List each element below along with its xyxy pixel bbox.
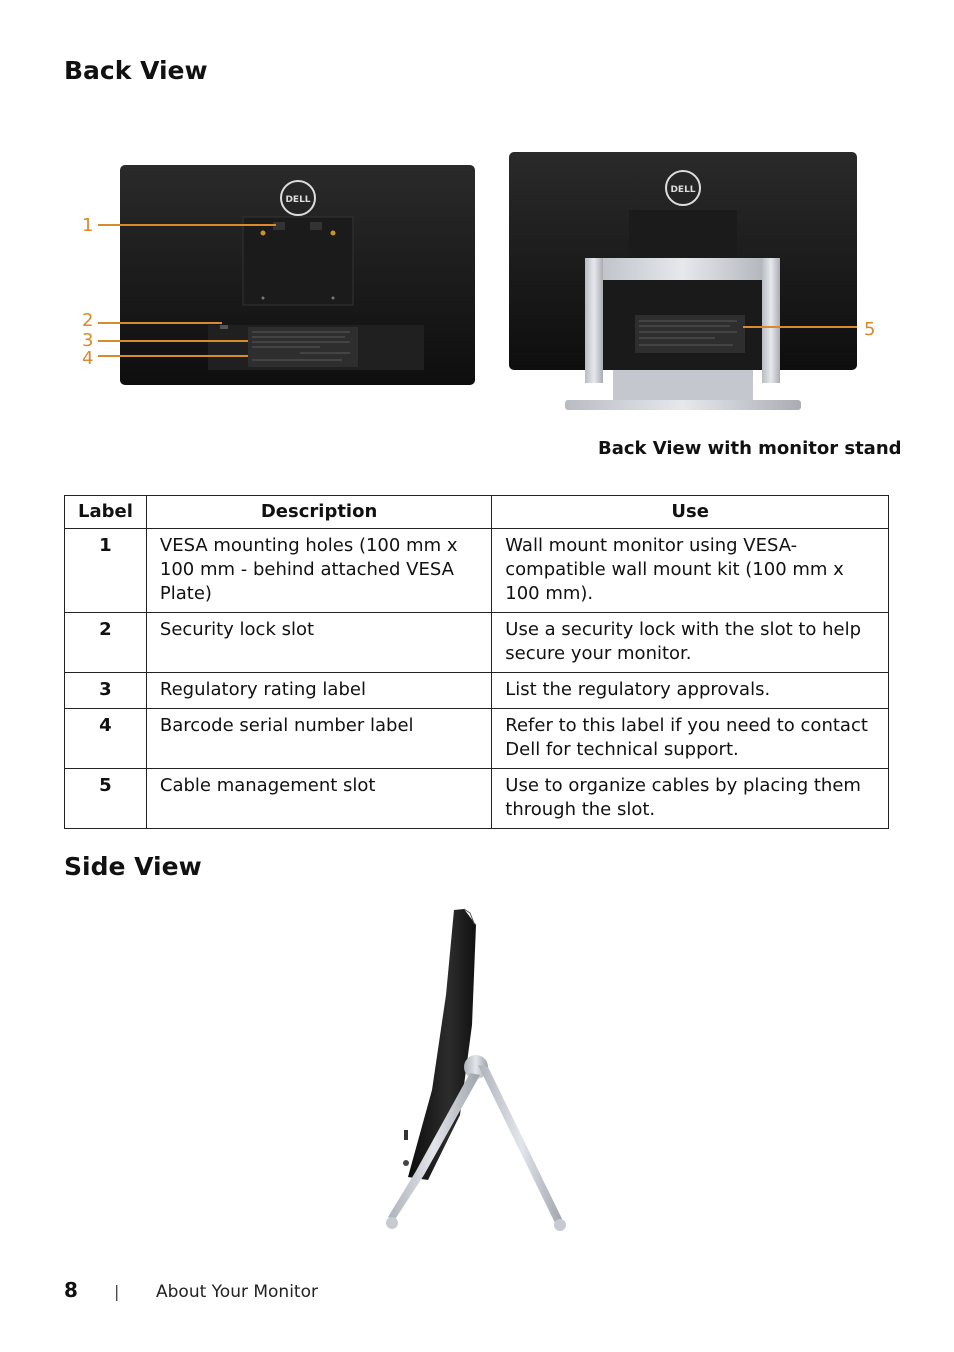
footer-separator: | xyxy=(114,1282,120,1301)
row-label: 3 xyxy=(65,673,147,709)
row-label: 1 xyxy=(65,529,147,613)
table-row xyxy=(65,709,889,769)
table-row xyxy=(65,613,889,673)
column-header-use: Use xyxy=(492,496,889,529)
side-view-image xyxy=(380,905,580,1235)
monitor-back-illustration xyxy=(80,160,480,390)
callout-3: 3 xyxy=(82,330,94,351)
row-label: 4 xyxy=(65,709,147,769)
svg-text:DELL: DELL xyxy=(670,185,696,195)
row-use: Refer to this label if you need to contact Dell for technical support. xyxy=(492,709,889,769)
callout-2: 2 xyxy=(82,310,94,331)
column-header-label: Label xyxy=(65,496,147,529)
row-use: List the regulatory approvals. xyxy=(492,673,889,709)
back-view-heading: Back View xyxy=(64,56,208,85)
monitor-stand-illustration xyxy=(505,150,865,415)
back-view-table xyxy=(64,495,889,829)
callout-4: 4 xyxy=(82,348,94,369)
row-label: 2 xyxy=(65,613,147,673)
column-header-description: Description xyxy=(146,496,491,529)
figure-caption: Back View with monitor stand xyxy=(598,438,902,459)
svg-text:DELL: DELL xyxy=(285,195,311,205)
table-row xyxy=(65,673,889,709)
row-description: Security lock slot xyxy=(146,613,491,673)
callout-1: 1 xyxy=(82,215,94,236)
row-description: VESA mounting holes (100 mm x 100 mm - behind attached VESA Plate) xyxy=(146,529,491,613)
row-use: Wall mount monitor using VESA-compatible wall mount kit (100 mm x 100 mm). xyxy=(492,529,889,613)
callout-5: 5 xyxy=(864,319,876,340)
row-use: Use to organize cables by placing them through the slot. xyxy=(492,769,889,829)
row-description: Barcode serial number label xyxy=(146,709,491,769)
monitor-side-illustration xyxy=(380,905,580,1235)
row-description: Regulatory rating label xyxy=(146,673,491,709)
table-row xyxy=(65,769,889,829)
table-header-row xyxy=(65,496,889,529)
back-view-image xyxy=(80,160,480,390)
table-row xyxy=(65,529,889,613)
page-number: 8 xyxy=(64,1278,78,1302)
footer-section-title: About Your Monitor xyxy=(156,1282,318,1302)
row-label: 5 xyxy=(65,769,147,829)
back-view-stand-image xyxy=(505,150,865,415)
row-description: Cable management slot xyxy=(146,769,491,829)
row-use: Use a security lock with the slot to help secure your monitor. xyxy=(492,613,889,673)
side-view-heading: Side View xyxy=(64,852,202,881)
